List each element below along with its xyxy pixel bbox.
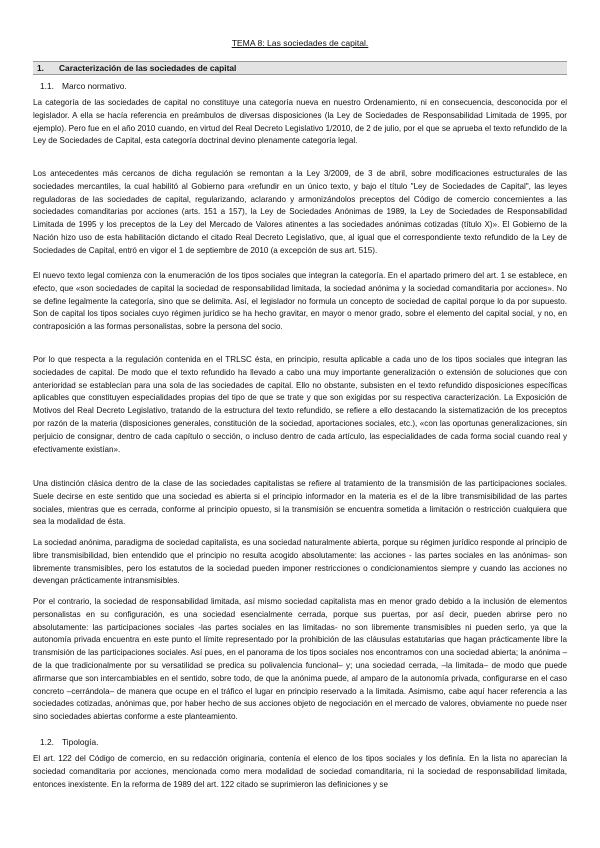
paragraph: El art. 122 del Código de comercio, en su redacción originaria, contenía el elenco de los tipos sociales y los definía. En la lista no aparecían la sociedad comanditaria por acciones, mencionada como mera modalidad de sociedad comanditaria, ni la sociedad de responsabilidad limitada, entonces inexistente. En la reforma de 1989 del art. 122 citado se suprimieron las definiciones y se bbox=[33, 754, 567, 789]
paragraph: Los antecedentes más cercanos de dicha regulación se remontan a la Ley 3/2009, de 3 de abril, sobre modificaciones estructurales de las sociedades mercantiles, la cual habilitó al Gobierno para «refundir en un único texto, y bajo el título "Ley de Sociedades de Capital", las leyes reguladoras de las sociedades de capital, regularizando, aclarando y armonizándolos preceptos del Código de comercio concernientes a las sociedades comanditarias por acciones (arts. 151 a 157), la Ley de Sociedades Anónimas de 1989, la Ley de Sociedades de Responsabilidad Limitada de 1995 y los preceptos de la Ley del Mercado de Valores atinentes a las sociedades anónimas cotizadas (título X)». El Gobierno de la Nación hizo uso de esta habilitación dictando el citado Real Decreto Legislativo, que, al igual que el correspondiente texto refundido de la Ley de Sociedades de Capital, entró en vigor el 1 de septiembre de 2010 (a excepción de sus art. 515). bbox=[33, 169, 567, 255]
paragraph: La sociedad anónima, paradigma de sociedad capitalista, es una sociedad naturalmente abierta, porque su régimen jurídico responde al principio de libre transmisibilidad, bien entendido que el principio no resulta acogido absolutamente: las acciones - las partes sociales en las anónimas- son libremente transmisibles, pero los estatutos de la sociedad pueden imponer restricciones o condicionamientos siempre y cuando las acciones no devengan prácticamente intransmisibles. bbox=[33, 538, 567, 586]
subsection-number: 1.2. bbox=[40, 737, 54, 747]
subsection-number: 1.1. bbox=[40, 81, 54, 91]
section-heading bbox=[33, 61, 567, 75]
document-title: TEMA 8: Las sociedades de capital. bbox=[231, 38, 369, 48]
subsection-title: Tipología. bbox=[62, 737, 99, 747]
paragraph: La categoría de las sociedades de capital no constituye una categoría nueva en nuestro Ordenamiento, ni en consecuencia, desconocida por el legislador. A ella se hacía referencia en preámbulos de diversas disposiciones (la Ley de Sociedades de Responsabilidad Limitada de 1995, por ejemplo). Pero fue en el año 2010 cuando, en virtud del Real Decreto Legislativo 1/2010, de 2 de julio, por el que se aprueba el texto refundido de la Ley de Sociedades de Capital, esta categoría doctrinal devino plenamente categoría legal. bbox=[33, 98, 567, 146]
subsection-title: Marco normativo. bbox=[62, 81, 127, 91]
paragraph: Por el contrario, la sociedad de responsabilidad limitada, así mismo sociedad capitalista mas en menor grado debido a la inclusión de elementos personalistas en su configuración, es una sociedad esencialmente cerrada, porque sus puertas, por así decir, pueden abrirse pero no absolutamente: las participaciones sociales -las partes sociales en las limitadas- no son libremente transmisibles ni pueden serlo, ya que la autonomía privada encuentra en este punto el límite representado por la prohibición de las cláusulas estatutarias que hagan prácticamente libre la transmisión de las participaciones sociales. Así pues, en el panorama de los tipos sociales nos encontramos con una sociedad abierta; la anónima –de la que tradicionalmente por su versatilidad se predica su polivalencia funcional– y; una sociedad cerrada, –la limitada– de modo que puede afirmarse que son intercambiables en el sentido, sobre todo, de que la anónima puede, al amparo de la autonomía privada, configurarse en el caso concreto –cerrándola– de manera que ocupe en el tráfico el lugar en principio reservado a la limitada. Asimismo, cabe aquí hacer referencia a las sociedades cotizadas, anónimas que, por haber hecho de sus acciones objeto de negociación en el mercado de valores, obviamente no puede nser sino sociedades abiertas conforme a este planteamiento. bbox=[33, 597, 567, 722]
paragraph: Por lo que respecta a la regulación contenida en el TRLSC ésta, en principio, resulta aplicable a cada uno de los tipos sociales que integran las sociedades de capital. De modo que el texto refundido ha llevado a cabo una muy importante generalización o extensión de soluciones que con anterioridad se establecían para una sola de las sociedades de capital. Ello no obstante, subsisten en el texto refundido disposiciones específicas aplicables que constituyen especialidades propias del tipo de que se trate y que son exigidas por su respectiva caracterización. La Exposición de Motivos del Real Decreto Legislativo, tratando de la estructura del texto refundido, se refiere a ello destacando la sistematización de los preceptos por razón de la materia (disposiciones generales, constitución de la sociedad, aportaciones sociales, etc.), «con las oportunas generalizaciones, sin perjuicio de consignar, dentro de cada capítulo o sección, o incluso dentro de cada artículo, las especialidades de cada forma social cuando real y efectivamente existían». bbox=[33, 355, 567, 454]
paragraph: Una distinción clásica dentro de la clase de las sociedades capitalistas se refiere al tratamiento de la transmisión de las participaciones sociales. Suele decirse en este sentido que una sociedad es abierta si el principio informador en la materia es el de la libre transmisibilidad de las partes sociales, mientras que es cerrada, conforme al principio opuesto, si la transmisión se encuentra sometida a limitación o restricción cualquiera que sea la modalidad de ésta. bbox=[33, 479, 567, 527]
section-number: 1. bbox=[37, 63, 44, 73]
subsection-heading-tipologia bbox=[40, 737, 98, 747]
paragraph: El nuevo texto legal comienza con la enumeración de los tipos sociales que integran la categoría. En el apartado primero del art. 1 se establece, en efecto, que «son sociedades de capital la sociedad de responsabilidad limitada, la sociedad anónima y la sociedad comanditaria por acciones». No se define legalmente la categoría, sino que se delimita. Así, el legislador no formula un concepto de sociedad de capital porque lo da por supuesto. Son de capital los tipos sociales cuyo régimen jurídico se ha hecho gravitar, en mayor o menor grado, sobre el elemento del capital social, y no, en contraposición a las formas personalistas, sobre la persona del socio. bbox=[33, 271, 567, 332]
section-title: Caracterización de las sociedades de capital bbox=[59, 63, 237, 73]
subsection-heading-marco bbox=[40, 81, 127, 91]
